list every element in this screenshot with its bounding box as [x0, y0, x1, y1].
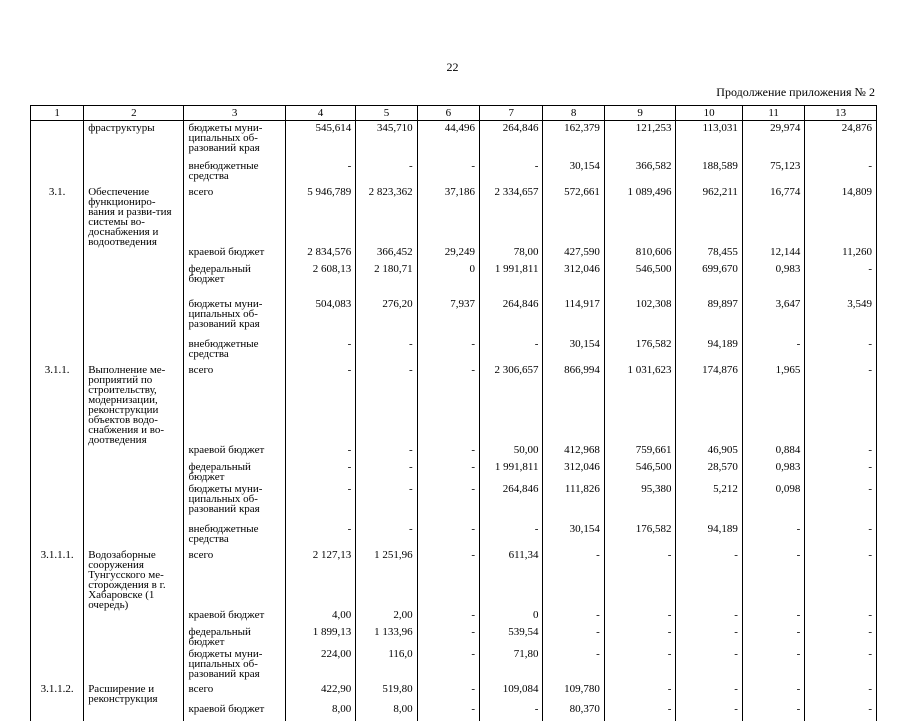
- row-value: 366,452: [356, 247, 417, 264]
- row-value: -: [417, 550, 479, 610]
- row-name: [84, 649, 184, 684]
- row-code: 3.1.: [31, 187, 84, 247]
- page-number: 22: [446, 60, 459, 74]
- row-value: 4,00: [285, 610, 356, 627]
- row-value: -: [742, 684, 804, 704]
- row-value: -: [417, 627, 479, 649]
- row-name: [84, 484, 184, 524]
- row-code: [31, 462, 84, 484]
- row-value: 759,661: [604, 445, 676, 462]
- column-header: 6: [417, 106, 479, 121]
- row-code: [31, 264, 84, 299]
- table-row: [31, 247, 877, 264]
- row-value: -: [417, 649, 479, 684]
- row-value: 1 133,96: [356, 627, 417, 649]
- row-value: -: [604, 704, 676, 721]
- row-value: 95,380: [604, 484, 676, 524]
- row-value: -: [742, 627, 804, 649]
- column-header: 5: [356, 106, 417, 121]
- row-value: -: [543, 550, 604, 610]
- table-row: [31, 684, 877, 704]
- row-value: 519,80: [356, 684, 417, 704]
- row-value: -: [805, 339, 877, 365]
- row-value: 30,154: [543, 339, 604, 365]
- row-value: -: [805, 445, 877, 462]
- row-value: 312,046: [543, 264, 604, 299]
- row-value: -: [805, 264, 877, 299]
- row-value: -: [417, 704, 479, 721]
- row-value: -: [356, 445, 417, 462]
- row-value: -: [356, 484, 417, 524]
- row-value: -: [417, 462, 479, 484]
- row-name: [84, 704, 184, 721]
- row-value: 276,20: [356, 299, 417, 339]
- row-funding-source: всего: [184, 684, 285, 704]
- row-value: -: [356, 462, 417, 484]
- row-funding-source: всего: [184, 550, 285, 610]
- row-value: -: [604, 610, 676, 627]
- row-value: 78,00: [480, 247, 543, 264]
- row-value: -: [676, 649, 742, 684]
- row-name: Обеспечение функциониро-вания и разви-тия системы во-доснабжения и водоотведения: [84, 187, 184, 247]
- row-value: 11,260: [805, 247, 877, 264]
- row-value: 572,661: [543, 187, 604, 247]
- row-value: 0,098: [742, 484, 804, 524]
- row-value: 12,144: [742, 247, 804, 264]
- row-name: [84, 247, 184, 264]
- row-value: -: [805, 684, 877, 704]
- row-value: 1,965: [742, 365, 804, 445]
- table-row: [31, 462, 877, 484]
- row-name: [84, 445, 184, 462]
- column-header: 4: [285, 106, 356, 121]
- row-value: -: [417, 610, 479, 627]
- row-value: 89,897: [676, 299, 742, 339]
- row-value: -: [676, 684, 742, 704]
- row-code: [31, 299, 84, 339]
- row-value: 176,582: [604, 524, 676, 550]
- row-funding-source: бюджеты муни-ципальных об-разований края: [184, 649, 285, 684]
- row-name: [84, 299, 184, 339]
- row-name: [84, 264, 184, 299]
- row-value: 8,00: [356, 704, 417, 721]
- row-value: -: [417, 524, 479, 550]
- row-value: -: [805, 524, 877, 550]
- row-value: -: [417, 684, 479, 704]
- row-value: -: [356, 339, 417, 365]
- row-value: 5 946,789: [285, 187, 356, 247]
- row-funding-source: бюджеты муни-ципальных об-разований края: [184, 121, 285, 161]
- row-name: [84, 524, 184, 550]
- continuation-label: Продолжение приложения № 2: [716, 85, 875, 99]
- row-funding-source: внебюджетные средства: [184, 339, 285, 365]
- row-value: 176,582: [604, 339, 676, 365]
- row-value: -: [417, 484, 479, 524]
- row-value: -: [604, 684, 676, 704]
- table-row: [31, 704, 877, 721]
- row-value: -: [417, 339, 479, 365]
- row-value: -: [543, 627, 604, 649]
- table-row: [31, 524, 877, 550]
- table-row: [31, 121, 877, 161]
- row-value: 1 899,13: [285, 627, 356, 649]
- row-value: 345,710: [356, 121, 417, 161]
- row-value: 111,826: [543, 484, 604, 524]
- row-value: 50,00: [480, 445, 543, 462]
- row-name: [84, 462, 184, 484]
- row-name: Расширение и реконструкция: [84, 684, 184, 704]
- row-value: 427,590: [543, 247, 604, 264]
- row-value: 5,212: [676, 484, 742, 524]
- row-code: [31, 627, 84, 649]
- row-value: -: [742, 649, 804, 684]
- row-name: [84, 339, 184, 365]
- row-funding-source: краевой бюджет: [184, 704, 285, 721]
- row-value: 312,046: [543, 462, 604, 484]
- row-value: -: [742, 704, 804, 721]
- row-value: -: [742, 550, 804, 610]
- row-value: 3,647: [742, 299, 804, 339]
- row-value: -: [676, 550, 742, 610]
- row-value: 8,00: [285, 704, 356, 721]
- row-value: -: [480, 339, 543, 365]
- row-value: -: [676, 704, 742, 721]
- row-value: 2 334,657: [480, 187, 543, 247]
- row-name: Водозаборные сооружения Тунгусского ме-сторождения в г. Хабаровске (1 очередь): [84, 550, 184, 610]
- row-funding-source: краевой бюджет: [184, 610, 285, 627]
- row-value: 188,589: [676, 161, 742, 187]
- row-value: -: [356, 161, 417, 187]
- row-value: 162,379: [543, 121, 604, 161]
- column-header: 7: [480, 106, 543, 121]
- row-value: 109,780: [543, 684, 604, 704]
- row-value: 504,083: [285, 299, 356, 339]
- row-value: -: [285, 445, 356, 462]
- row-value: 2,00: [356, 610, 417, 627]
- row-value: -: [805, 704, 877, 721]
- row-funding-source: всего: [184, 187, 285, 247]
- row-value: 94,189: [676, 524, 742, 550]
- row-code: [31, 247, 84, 264]
- row-value: -: [285, 365, 356, 445]
- row-value: 116,0: [356, 649, 417, 684]
- row-value: -: [805, 365, 877, 445]
- row-value: 29,974: [742, 121, 804, 161]
- row-value: 1 089,496: [604, 187, 676, 247]
- column-header: 2: [84, 106, 184, 121]
- row-value: 1 991,811: [480, 264, 543, 299]
- row-value: 1 251,96: [356, 550, 417, 610]
- row-value: 2 823,362: [356, 187, 417, 247]
- row-value: 810,606: [604, 247, 676, 264]
- row-value: 2 180,71: [356, 264, 417, 299]
- row-value: 0: [417, 264, 479, 299]
- row-value: 0,983: [742, 264, 804, 299]
- row-code: [31, 121, 84, 161]
- row-value: -: [604, 649, 676, 684]
- table-row: [31, 264, 877, 299]
- table-row: [31, 299, 877, 339]
- row-value: -: [543, 649, 604, 684]
- table-row: [31, 649, 877, 684]
- row-name: Выполнение ме-роприятий по строительству, модернизации, реконструкции объектов водо-снабжения и во-доотведения: [84, 365, 184, 445]
- row-value: 0,884: [742, 445, 804, 462]
- row-value: 2 608,13: [285, 264, 356, 299]
- row-value: 75,123: [742, 161, 804, 187]
- row-value: 2 306,657: [480, 365, 543, 445]
- row-code: [31, 339, 84, 365]
- row-name: [84, 161, 184, 187]
- row-value: 2 834,576: [285, 247, 356, 264]
- row-value: 94,189: [676, 339, 742, 365]
- row-value: 546,500: [604, 264, 676, 299]
- row-value: 0: [480, 610, 543, 627]
- row-value: 366,582: [604, 161, 676, 187]
- row-value: -: [285, 524, 356, 550]
- row-value: 866,994: [543, 365, 604, 445]
- row-value: 0,983: [742, 462, 804, 484]
- column-header: 11: [742, 106, 804, 121]
- row-code: [31, 649, 84, 684]
- row-funding-source: федеральный бюджет: [184, 627, 285, 649]
- row-funding-source: федеральный бюджет: [184, 462, 285, 484]
- row-value: 422,90: [285, 684, 356, 704]
- row-value: 121,253: [604, 121, 676, 161]
- row-value: 539,54: [480, 627, 543, 649]
- row-value: -: [543, 610, 604, 627]
- row-code: [31, 610, 84, 627]
- row-value: 29,249: [417, 247, 479, 264]
- table-row: [31, 161, 877, 187]
- table-row: [31, 610, 877, 627]
- row-value: -: [356, 524, 417, 550]
- row-funding-source: краевой бюджет: [184, 247, 285, 264]
- column-header: 3: [184, 106, 285, 121]
- table-row: [31, 339, 877, 365]
- row-value: 412,968: [543, 445, 604, 462]
- row-value: 113,031: [676, 121, 742, 161]
- row-value: -: [417, 161, 479, 187]
- row-value: 264,846: [480, 299, 543, 339]
- row-funding-source: краевой бюджет: [184, 445, 285, 462]
- row-value: 46,905: [676, 445, 742, 462]
- row-value: -: [285, 484, 356, 524]
- row-value: -: [805, 484, 877, 524]
- row-value: 30,154: [543, 524, 604, 550]
- row-value: 30,154: [543, 161, 604, 187]
- row-value: -: [480, 524, 543, 550]
- row-value: -: [805, 462, 877, 484]
- row-value: 1 991,811: [480, 462, 543, 484]
- row-value: -: [676, 627, 742, 649]
- row-value: 109,084: [480, 684, 543, 704]
- budget-table: [30, 105, 877, 721]
- row-value: 28,570: [676, 462, 742, 484]
- row-funding-source: всего: [184, 365, 285, 445]
- table-header-row: [31, 106, 877, 121]
- row-value: -: [805, 627, 877, 649]
- row-value: -: [742, 339, 804, 365]
- row-value: 7,937: [417, 299, 479, 339]
- row-value: -: [805, 550, 877, 610]
- row-code: [31, 704, 84, 721]
- row-code: 3.1.1.1.: [31, 550, 84, 610]
- row-value: -: [480, 704, 543, 721]
- table-row: [31, 445, 877, 462]
- row-value: -: [285, 161, 356, 187]
- row-value: -: [356, 365, 417, 445]
- row-name: [84, 627, 184, 649]
- row-value: -: [417, 365, 479, 445]
- row-funding-source: внебюджетные средства: [184, 524, 285, 550]
- row-code: [31, 484, 84, 524]
- row-value: -: [742, 524, 804, 550]
- row-value: 80,370: [543, 704, 604, 721]
- row-code: 3.1.1.: [31, 365, 84, 445]
- row-value: -: [676, 610, 742, 627]
- table-row: [31, 484, 877, 524]
- row-value: 24,876: [805, 121, 877, 161]
- row-value: 16,774: [742, 187, 804, 247]
- row-code: 3.1.1.2.: [31, 684, 84, 704]
- row-funding-source: бюджеты муни-ципальных об-разований края: [184, 299, 285, 339]
- row-value: 78,455: [676, 247, 742, 264]
- row-value: -: [742, 610, 804, 627]
- table-row: [31, 365, 877, 445]
- row-value: 545,614: [285, 121, 356, 161]
- row-funding-source: бюджеты муни-ципальных об-разований края: [184, 484, 285, 524]
- row-value: 264,846: [480, 484, 543, 524]
- row-code: [31, 524, 84, 550]
- row-value: -: [285, 339, 356, 365]
- row-value: 174,876: [676, 365, 742, 445]
- table-row: [31, 187, 877, 247]
- column-header: 8: [543, 106, 604, 121]
- row-funding-source: внебюджетные средства: [184, 161, 285, 187]
- column-header: 1: [31, 106, 84, 121]
- row-value: 14,809: [805, 187, 877, 247]
- row-value: 71,80: [480, 649, 543, 684]
- column-header: 10: [676, 106, 742, 121]
- row-value: -: [805, 610, 877, 627]
- row-value: 37,186: [417, 187, 479, 247]
- table-row: [31, 550, 877, 610]
- row-value: 3,549: [805, 299, 877, 339]
- row-value: -: [480, 161, 543, 187]
- table-row: [31, 627, 877, 649]
- row-value: 2 127,13: [285, 550, 356, 610]
- row-code: [31, 161, 84, 187]
- row-value: 44,496: [417, 121, 479, 161]
- row-value: -: [805, 161, 877, 187]
- row-name: [84, 610, 184, 627]
- row-value: 611,34: [480, 550, 543, 610]
- column-header: 13: [805, 106, 877, 121]
- row-funding-source: федеральный бюджет: [184, 264, 285, 299]
- row-value: 1 031,623: [604, 365, 676, 445]
- row-code: [31, 445, 84, 462]
- row-value: -: [805, 649, 877, 684]
- row-value: -: [285, 462, 356, 484]
- row-value: 962,211: [676, 187, 742, 247]
- row-name: фраструктуры: [84, 121, 184, 161]
- row-value: 264,846: [480, 121, 543, 161]
- row-value: 699,670: [676, 264, 742, 299]
- row-value: -: [604, 550, 676, 610]
- row-value: -: [417, 445, 479, 462]
- row-value: 546,500: [604, 462, 676, 484]
- row-value: 224,00: [285, 649, 356, 684]
- column-header: 9: [604, 106, 676, 121]
- row-value: -: [604, 627, 676, 649]
- row-value: 102,308: [604, 299, 676, 339]
- row-value: 114,917: [543, 299, 604, 339]
